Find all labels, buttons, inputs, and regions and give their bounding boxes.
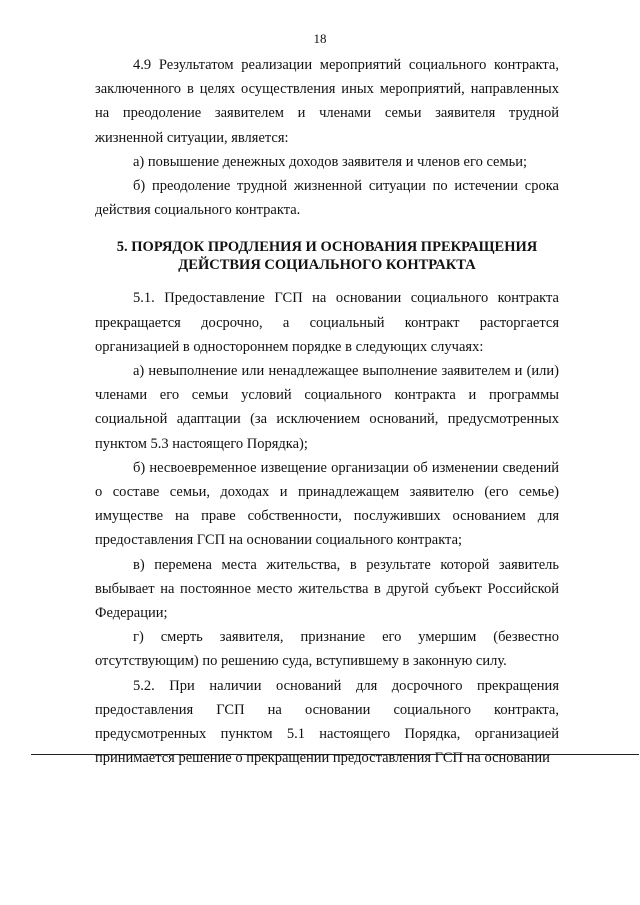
paragraph-5-2: 5.2. При наличии оснований для досрочного прекращения предоставления ГСП на основании социального контракта, предусмотренных пунктом 5.1 настоящего Порядка, организацией принимается решение о прекращении предоставления ГСП на основании [95, 677, 559, 767]
section-5-heading-line-2: ДЕЙСТВИЯ СОЦИАЛЬНОГО КОНТРАКТА [178, 257, 476, 274]
page-number: 18 [313, 31, 327, 46]
paragraph-4-9-a: а) повышение денежных доходов заявителя и членов его семьи; [133, 153, 528, 170]
paragraph-5-1-a: а) невыполнение или ненадлежащее выполнение заявителем и (или) членами его семьи условий социального контракта и программы социальной адаптации (за исключением оснований, предусмотренных пунктом 5.3 настоящего Порядка); [95, 363, 559, 452]
section-5-heading-line-1: 5. ПОРЯДОК ПРОДЛЕНИЯ И ОСНОВАНИЯ ПРЕКРАЩЕНИЯ [116, 239, 538, 256]
footer-divider [31, 754, 639, 755]
paragraph-5-1: 5.1. Предоставление ГСП на основании социального контракта прекращается досрочно, а социальный контракт расторгается организацией в одностороннем порядке в следующих случаях: [95, 290, 559, 355]
section-5-heading [95, 238, 559, 274]
paragraph-4-9: 4.9 Результатом реализации мероприятий социального контракта, заключенного в целях осуществления иных мероприятий, направленных на преодоление заявителем и членами семьи заявителя трудной жизненной ситуации, является: [95, 57, 559, 146]
paragraph-5-1-v: в) перемена места жительства, в результате которой заявитель выбывает на постоянное место жительства в другой субъект Российской Федерации; [95, 556, 559, 622]
paragraph-4-9-b: б) преодоление трудной жизненной ситуации по истечении срока действия социального контракта. [95, 178, 559, 219]
document-body [95, 53, 559, 770]
paragraph-5-1-g: г) смерть заявителя, признание его умершим (безвестно отсутствующим) по решению суда, вступившему в законную силу. [95, 629, 559, 670]
paragraph-5-1-b: б) несвоевременное извещение организации об изменении сведений о составе семьи, доходах и принадлежащем заявителю (его семье) имуществе на праве собственности, послуживших основанием для предоставления ГСП на основании социального контракта; [95, 459, 559, 549]
